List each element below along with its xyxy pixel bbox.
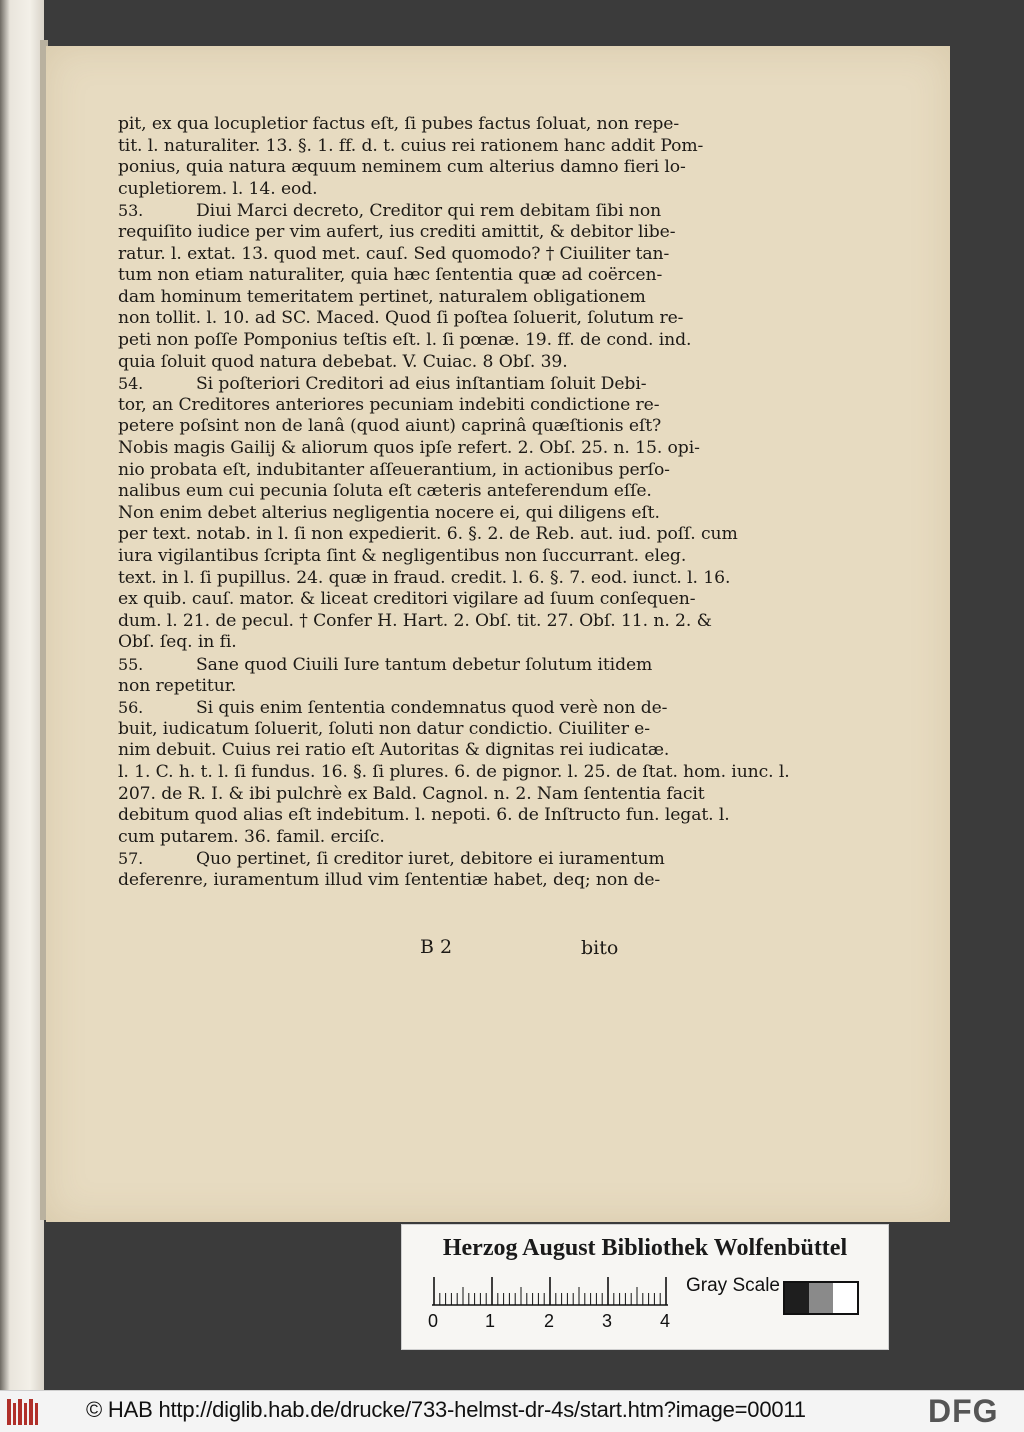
paragraph-number: 53. — [118, 201, 144, 221]
text-line — [118, 632, 237, 653]
text-line — [118, 287, 646, 308]
gray-patch — [833, 1283, 857, 1313]
line-text: ratur. l. extat. 13. quod met. cauſ. Sed quomodo? † Ciuiliter tan- — [118, 243, 670, 264]
text-line — [118, 870, 660, 891]
line-text: non tollit. l. 10. ad SC. Maced. Quod ſi poſtea ſoluerit, ſolutum re- — [118, 308, 684, 329]
ruler-number: 1 — [485, 1311, 496, 1331]
catchword: bito — [581, 937, 619, 959]
line-text: ex quib. cauſ. mator. & liceat creditori vigilare ad ſuum conſequen- — [118, 589, 696, 610]
text-line — [118, 352, 568, 373]
library-title: Herzog August Bibliothek Wolfenbüttel — [442, 1235, 848, 1261]
signature-mark: B 2 — [420, 936, 453, 958]
text-line — [118, 697, 667, 719]
color-target-card — [401, 1224, 889, 1350]
gray-scale-swatch — [783, 1281, 859, 1315]
copyright-url: © HAB http://diglib.hab.de/drucke/733-helmst-dr-4s/start.htm?image=00011 — [86, 1397, 806, 1422]
line-text: Obſ. ſeq. in fi. — [118, 632, 237, 653]
line-text: dam hominum temeritatem pertinet, naturalem obligationem — [118, 286, 646, 307]
dfg-logo: DFG — [928, 1393, 999, 1429]
line-text: dum. l. 21. de pecul. † Confer H. Hart. 2. Obſ. tit. 27. Obſ. 11. n. 2. & — [118, 610, 712, 631]
ruler-scale — [432, 1273, 672, 1313]
line-text: deferenre, iuramentum illud vim ſententiæ habet, deq; non de- — [118, 870, 661, 890]
line-text: tit. l. naturaliter. 13. §. 1. ff. d. t. cuius rei rationem hanc addit Pom- — [118, 135, 704, 156]
ruler-number: 2 — [544, 1311, 555, 1331]
text-line — [118, 568, 730, 589]
text-line — [118, 524, 738, 545]
text-line — [118, 222, 675, 243]
text-line — [118, 438, 700, 459]
line-text: cum putarem. 36. famil. erciſc. — [118, 826, 385, 847]
line-text: quia ſoluit quod natura debebat. V. Cuiac. 8 Obſ. 39. — [118, 351, 568, 372]
text-line — [118, 416, 661, 437]
line-text: petere poſsint non de lanâ (quod aiunt) caprinâ quæſtionis eſt? — [118, 416, 662, 437]
text-line — [118, 654, 652, 676]
line-text: non repetitur. — [118, 675, 237, 696]
text-line — [118, 805, 730, 826]
line-text: Non enim debet alterius negligentia nocere ei, qui diligens eſt. — [118, 502, 660, 523]
text-line — [118, 762, 790, 783]
line-text: nio probata eſt, indubitanter aſſeuerantium, in actionibus perſo- — [118, 459, 670, 480]
text-line — [118, 330, 691, 351]
text-line — [118, 265, 662, 286]
line-text: Si poſteriori Creditori ad eius inſtantiam ſoluit Debi- — [196, 374, 647, 395]
text-line — [118, 827, 385, 848]
line-text: per text. notab. in l. ſi non expedierit. 6. §. 2. de Reb. aut. iud. poſſ. cum — [118, 524, 738, 545]
text-line — [118, 157, 686, 178]
paragraph-number: 57. — [118, 849, 144, 869]
ruler-number: 3 — [602, 1311, 613, 1331]
gray-patch — [785, 1283, 809, 1313]
text-line — [118, 395, 659, 416]
text-line — [118, 719, 650, 740]
line-text: tor, an Creditores anteriores pecuniam indebiti condictione re- — [118, 394, 660, 415]
line-text: peti non poſſe Pomponius teſtis eſt. l. ſi pœnæ. 19. ff. de cond. ind. — [118, 330, 692, 350]
line-text: iura vigilantibus ſcripta ſint & negligentibus non ſuccurrant. eleg. — [118, 546, 687, 566]
line-text: requiſito iudice per vim aufert, ius crediti amittit, & debitor libe- — [118, 222, 676, 242]
text-line — [118, 740, 669, 761]
line-text: l. 1. C. h. t. l. ſi fundus. 16. §. ſi plures. 6. de pignor. l. 25. de ſtat. hom. iunc. l. — [118, 762, 790, 782]
line-text: text. in l. ſi pupillus. 24. quæ in fraud. credit. l. 6. §. 7. eod. iunct. l. 16. — [118, 567, 731, 588]
text-line — [118, 848, 665, 870]
gray-patch — [809, 1283, 833, 1313]
line-text: debitum quod alias eſt indebitum. l. nepoti. 6. de Inſtructo fun. legat. l. — [118, 805, 730, 826]
text-line — [118, 114, 679, 135]
line-text: Sane quod Ciuili Iure tantum debetur ſolutum itidem — [196, 655, 653, 675]
text-line — [118, 676, 236, 697]
paragraph-number: 55. — [118, 655, 144, 674]
gray-scale-label: Gray Scale — [686, 1275, 780, 1296]
text-line — [118, 460, 670, 481]
line-text: tum non etiam naturaliter, quia hæc ſententia quæ ad coërcen- — [118, 265, 663, 286]
text-line — [118, 589, 695, 610]
text-line — [118, 546, 686, 567]
text-line — [118, 611, 712, 632]
ruler-number: 4 — [660, 1311, 671, 1331]
text-line — [118, 136, 703, 157]
line-text: nalibus eum cui pecunia ſoluta eſt cæteris anteferendum eſſe. — [118, 481, 652, 502]
scan-left-strip — [0, 0, 44, 1390]
text-line — [118, 503, 660, 524]
line-text: pit, ex qua locupletior factus eſt, ſi pubes factus ſoluat, non repe- — [118, 114, 680, 134]
text-line — [118, 179, 318, 200]
line-text: ponius, quia natura æquum neminem cum alterius damno fieri lo- — [118, 157, 686, 178]
paragraph-number: 56. — [118, 698, 144, 718]
text-line — [118, 200, 661, 222]
text-line — [118, 784, 705, 805]
line-text: Si quis enim ſententia condemnatus quod verè non de- — [196, 698, 668, 719]
line-text: buit, iudicatum ſoluerit, ſoluti non datur condictio. Ciuiliter e- — [118, 718, 650, 739]
line-text: Nobis magis Gailij & aliorum quos ipſe refert. 2. Obſ. 25. n. 15. opi- — [118, 438, 700, 458]
ruler-number: 0 — [428, 1311, 439, 1331]
text-line — [118, 481, 652, 502]
line-text: Quo pertinet, ſi creditor iuret, debitore ei iuramentum — [196, 849, 665, 870]
line-text: cupletiorem. l. 14. eod. — [118, 178, 318, 199]
footer-bar — [0, 1390, 1024, 1432]
hab-logo-icon — [6, 1397, 40, 1427]
line-text: Diui Marci decreto, Creditor qui rem debitam ſibi non — [196, 201, 662, 222]
book-page — [46, 46, 950, 1222]
paragraph-number: 54. — [118, 374, 144, 394]
text-line — [118, 373, 646, 395]
line-text: 207. de R. I. & ibi pulchrè ex Bald. Cagnol. n. 2. Nam ſententia facit — [118, 783, 705, 804]
line-text: nim debuit. Cuius rei ratio eſt Autoritas & dignitas rei iudicatæ. — [118, 740, 670, 761]
text-line — [118, 308, 683, 329]
text-line — [118, 244, 669, 265]
